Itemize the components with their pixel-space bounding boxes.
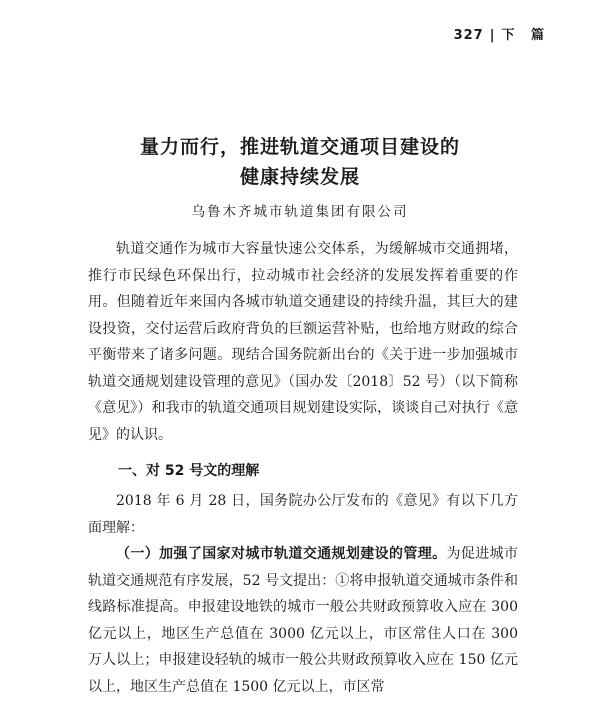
running-header <box>454 24 550 43</box>
paragraph-lead-bold: （一）加强了国家对城市轨道交通规划建设的管理。 <box>116 546 447 562</box>
paragraph-text: 2018 年 6 月 28 日，国务院办公厅发布的《意见》有以下几方面理解： <box>88 493 518 536</box>
body-paragraph-3 <box>88 541 518 700</box>
paragraph-text: 轨道交通作为城市大容量快速公交体系，为缓解城市交通拥堵，推行市民绿色环保出行，拉动城市社会经济的发展发挥着重要的作用。但随着近年来国内各城市轨道交通建设的持续升温，其巨大的建设投资，交付运营后政府背负的巨额运营补贴，也给地方财政的综合平衡带来了诸多问题。现结合国务院新出台的《关于进一步加强城市轨道交通规划建设管理的意见》（国办发〔2018〕52 号）（以下简称《意见》）和我市的轨道交通项目规划建设实际，谈谈自己对执行《意见》的认识。 <box>88 241 518 443</box>
author-organization: 乌鲁木齐城市轨道集团有限公司 <box>191 204 409 220</box>
paragraph-continuation: 为促进城市轨道交通规范有序发展，52 号文提出：①将申报轨道交通城市条件和线路标准提高。申报建设地铁的城市一般公共财政预算收入应在 300 亿元以上，地区生产总值在 3000 亿元以上，市区常住人口在 300 万人以上；申报建设轻轨的城市一般公共财政预算收入应在 150 亿元以上，地区生产总值在 1500 亿元以上，市区常 <box>88 546 519 695</box>
article-title-line-1: 量力而行，推进轨道交通项目建设的 <box>139 136 460 158</box>
body-paragraph-2 <box>88 488 518 541</box>
paragraph-text <box>88 541 518 700</box>
section-label: 下 篇 <box>501 28 550 43</box>
body-paragraph-intro <box>88 236 518 448</box>
section-heading-1: 一、对 52 号文的理解 <box>118 463 260 479</box>
page-number: 327 <box>453 28 484 43</box>
header-separator: | <box>489 28 496 43</box>
article-title-line-2: 健康持续发展 <box>239 166 360 188</box>
